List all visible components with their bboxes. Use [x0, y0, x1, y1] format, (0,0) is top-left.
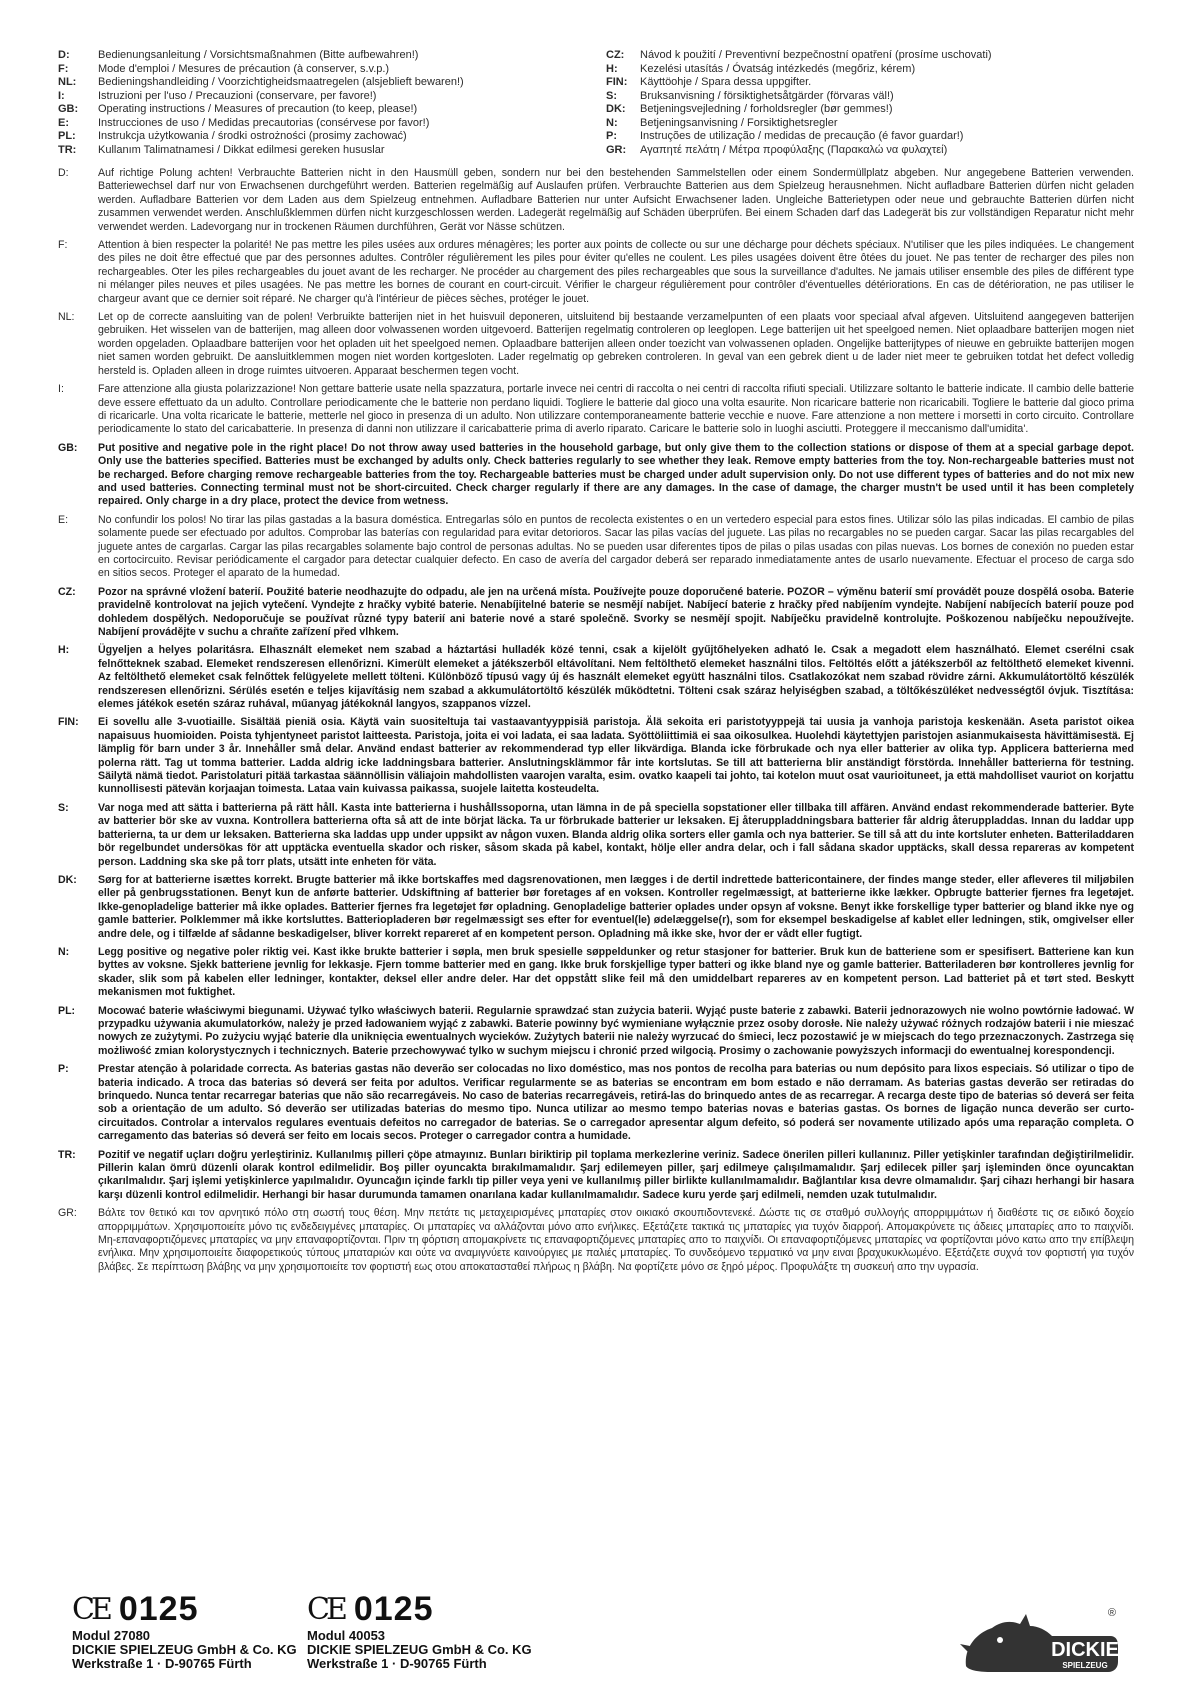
- model-number: Modul 40053: [307, 1628, 386, 1643]
- language-section: [58, 874, 1134, 941]
- language-section: [58, 946, 1134, 1000]
- footer: [72, 1590, 1132, 1685]
- language-code: P:: [58, 1063, 69, 1076]
- language-section: [58, 1063, 1134, 1143]
- language-code: CZ:: [58, 585, 76, 598]
- header-line: D: Bedienungsanleitung / Vorsichtsmaßnahmen (Bitte aufbewahren!): [58, 49, 419, 61]
- header-line: P: Instruções de utilização / medidas de precaução (é favor guardar!): [606, 130, 964, 142]
- model-number: Modul 27080: [72, 1628, 151, 1643]
- language-section: [58, 716, 1134, 796]
- language-code: F:: [58, 239, 68, 252]
- safety-text: Prestar atenção à polaridade correcta. As baterias gastas não deverão ser colocadas no lixo doméstico, mas nos pontos de recolha para baterias ou num depósito para lixos especiais. Só utilizar o tipo de bateria indicado. A troca das baterias só deverá ser feita por adultos. Verificar regularmente se as baterias se encontram em bom estado e não derramam. As baterias gastas deverão ser retiradas do brinquedo. Nunca tentar recarregar baterias que não são recarregáveis. No caso de baterias recarregáveis, retirá-las do brinquedo antes de as recarregar. A recarga deste tipo de baterias só deverá ser feita sob a orientação de um adulto. Só deverão ser utilizadas baterias do mesmo tipo. Nunca utilizar ao mesmo tempo baterias novas e baterias gastas. Os bornes de ligação nunca deverão ser curto-circuitados. Controlar a intervalos regulares eventuais defeitos no carregador de baterias. Se o carregador apresentar algum defeito, só poderá ser novamente utilizado após uma reparação completa. O carregamento das baterias só deverá ser feito em locais secos. Proteger o carregador contra a humidade.: [98, 1063, 1134, 1143]
- language-section: [58, 586, 1134, 640]
- header-left-column: [58, 49, 586, 157]
- language-code: DK:: [58, 873, 77, 886]
- language-section: [58, 311, 1134, 378]
- language-code: N:: [58, 945, 70, 958]
- language-header: [58, 49, 1134, 157]
- company-address: Werkstraße 1 · D-90765 Fürth: [72, 1656, 252, 1671]
- language-code: S:: [58, 801, 69, 814]
- header-line: S: Bruksanvisning / försiktighetsåtgärder (förvaras väl!): [606, 89, 894, 102]
- safety-text: Ei sovellu alle 3-vuotiaille. Sisältää pieniä osia. Käytä vain suositeltuja tai vastaavantyyppisiä paristoja. Älä sekoita eri paristotyyppejä tai uusia ja vanhoja paristoja keskenään. Aseta paristot oikea napaisuus huomioiden. Poista tyhjentyneet paristot laitteesta. Paristoja, joita ei voi ladata, ei saa ladata. Syöttöliittimiä ei saa oikosulkea. Huolehdi käytettyjen paristojen asianmukaisesta hävittämisestä. Ej lämplig för barn under 3 år. Innehåller små delar. Använd endast batterier av rekommenderad typ eller likvärdiga. Blanda icke förbrukade och nya eller batterier av olika typ. Applicera batterierna med polerna rätt. Tag ut tomma batterier. Ladda aldrig icke laddningsbara batterier. Anslutningsklämmor får inte kortslutas. Se till att batterierna blir anständigt förstörda. Innehåller batterierna för testning. Säilytä nämä tiedot. Paristolaturi pitää tarkastaa säännöllisin väliajoin mahdollisten vaarojen varalta, esim. ovatko kaapeli tai johto, tai kotelon muut osat vaurioituneet, ja että mahdolliset vauriot on korjattu kunnollisesti pätevän korjaajan toimesta. Lataa vain kuivassa paikassa, suojele laitetta kosteudelta.: [98, 716, 1134, 796]
- language-code: GB:: [58, 441, 78, 454]
- header-line: PL: Instrukcja użytkowania / środki ostrożności (prosimy zachować): [58, 130, 407, 142]
- safety-text: Sørg for at batterierne isættes korrekt. Brugte batterier må ikke bortskaffes med dagsrenovationen, men lægges i de dertil indrettede battericontainere, der findes mange steder, eller afleveres til miljøbilen eller på genbrugsstationen. Benyt kun de anførte batterier. Udskiftning af batterier bør foretages af en voksen. Kontroller regelmæssigt, at batterierne ikke lækker. Opbrugte batterier fjernes fra legetøjet. Ikke-genopladelige batterier må ikke oplades. Batterier fjernes fra legetøjet før opladning. Genopladelige batterier oplades under opsyn af voksne. Benyt ikke forskellige typer batterier og bland ikke nye og gamle batterier. Polklemmer må ikke kortsluttes. Batteriopladeren bør regelmæssigt ses efter for eventuel(le) ødelæggelse(r), som for eksempel beskadigelse af kablet eller ledningen, stik, omgivelser eller andre dele, og i tilfælde af sådanne beskadigelser, bliver korrekt repareret af en kompetent person. Opladning må ikke ske, hvor der er vådt eller fugtigt.: [98, 873, 1134, 940]
- language-section: [58, 802, 1134, 869]
- language-section: [58, 1207, 1134, 1274]
- registered-mark: ®: [1107, 1607, 1116, 1619]
- safety-sections: [58, 167, 1134, 1274]
- safety-text: Βάλτε τον θετικό και τον αρνητικό πόλο στη σωστή τους θέση. Μην πετάτε τις μεταχειρισμένες μπαταρίες στον οικιακό σκουπιδοντενεκέ. Δώστε τις σε σταθμό συλλογής απορριμμάτων ή διαθέστε τις σε ειδικό δοχείο απορριμμάτων. Χρησιμοποιείτε μόνο τις ενδεδειγμένες μπαταρίες. Οι μπαταρίες να αλλάζονται μόνο απο ενήλικες. Εξετάζετε τακτικά τις μπαταρίες για τυχόν διαρροή. Απομακρύνετε τις άδειες μπαταρίες απο το παιχνίδι. Μη-επαναφορτιζόμενες μπαταρίες να μην επαναφορτίζονται. Πριν τη φόρτιση απομακρίνετε τις επαναφορτιζόμενες μπαταρίες απο το παιχνίδι. Οι επαναφορτιζόμενες μπαταρίες να φορτίζονται μόνο κατω απο την επίβλεψη ενήλικα. Μην χρησιμοποιείτε διαφορετικούς τύπους μπαταριών και ούτε να αναμιγνύετε καινούργιες με παλιές μπαταρίες. Το συνδεόμενο τερματικό να μην ειναι βραχυκυκλωμένο. Εξετάζετε συχνά τον φορτιστή για τυχόν βλάβες. Σε περίπτωση βλάβης να μην χρησιμοποιείτε τον φορτιστή εως οτου αποκατασταθεί πλήρως η βλάβη. Να φορτίζετε μόνο σε ξηρό μέρος. Προφυλάξτε τη συσκευή απο την υγρασία.: [98, 1207, 1134, 1273]
- safety-text: Ügyeljen a helyes polaritásra. Elhasznált elemeket nem szabad a háztartási hulladék közé tenni, csak a kijelölt gyűjtőhelyeken adható le. Csak a megadott elem használható. Elemet cserélni csak felnőtteknek szabad. Elemeket rendszeresen ellenőrizni. Kimerült elemeket a játékszerből eltávolítani. Nem feltölthető elemeket használni tilos. Feltöltés előtt a játékszerből az feltölthető elemeket kivenni. Az feltölthető elemeket csak felnőttek felügyelete mellett tölteni. Különböző típusú vagy új és használt elemeket együtt használni tilos. Csatlakozókat nem szabad rövidre zárni. Akkumulátortöltő készülék rendszeresen ellenőrizni. Sérülés esetén e teljes kijavításig nem szabad a akkumulátortöltő készülék működtetni. Tölteni csak száraz helyiségben szabad, a töltőkészüléket nedvességtől óvjuk. Tisztítása: elemes játékok esetén száraz ruhával, műanyag játékoknál langyos, szappanos vízzel.: [98, 644, 1134, 711]
- logo-subtitle: SPIELZEUG: [1062, 1661, 1108, 1670]
- safety-text: Let op de correcte aansluiting van de polen! Verbruikte batterijen niet in het huisvuil deponeren, uitsluitend bij bestaande verzamelpunten of een plaats voor speciaal afval afgeven. Uitsluitend aangegeven batterijen gebruiken. Het wisselen van de batterijen, mag alleen door volwassenen worden uitgevoerd. Batterijen regelmatig controleren op leeglopen. Lege batterijen uit het speelgoed nemen. Niet oplaadbare batterijen mogen niet worden opgeladen. Oplaadbare batterijen voor het opladen uit het speelgoed nemen. Oplaadbare batterijen alleen onder toezicht van volwassenen opladen. Ongelijke batterijtypes of nieuwe en gebruikte batterijen mogen niet samen worden gebruikt. De aansluitklemmen mogen niet worden kortgesloten. Lader regelmatig op gebreken controleren. In geval van een gebrek dient u de lader niet meer te gebruiken totdat het defect volledig hersteld is. Opladen alleen in droge ruimtes uitvoeren. Apparaat beschermen tegen vocht.: [98, 311, 1134, 377]
- language-section: [58, 644, 1134, 711]
- language-code: TR:: [58, 1148, 76, 1161]
- safety-text: Auf richtige Polung achten! Verbrauchte Batterien nicht in den Hausmüll geben, sondern nur bei den bestehenden Sammelstellen oder einem Sondermüllplatz abgeben. Nur angegebene Batterien verwenden. Batteriewechsel darf nur von Erwachsenen durchgeführt werden. Batterien regelmäßig auf Auslaufen prüfen. Verbrauchte Batterien aus dem Spielzeug herausnehmen. Nicht aufladbare Batterien dürfen nicht geladen werden. Aufladbare Batterien vor dem Laden aus dem Spielzeug entnehmen. Aufladbare Batterien nur unter Aufsicht Erwachsener laden. Ungleiche Batterietypen oder neue und gebrauchte Batterien dürfen nicht zusammen verwendet werden. Anschlußklemmen dürfen nicht kurzgeschlossen werden. Ladegerät regelmäßig auf Schäden überprüfen. Bei einem Schaden darf das Ladegerät bis zur vollständigen Reparatur nicht mehr verwendet werden. Ladevorgang nur in trockenen Räumen durchführen, Gerät vor Nässe schützen.: [98, 167, 1134, 233]
- header-line: NL: Bedieningshandleiding / Voorzichtigheidsmaatregelen (alsjeblieft bewaren!): [58, 76, 464, 88]
- header-line: GR: Αγαπητέ πελάτη / Μέτρα προφύλαξης (Παρακαλώ να φυλαχτεί): [606, 143, 948, 156]
- language-section: [58, 1149, 1134, 1203]
- language-code: D:: [58, 167, 69, 179]
- header-line: H: Kezelési utasítás / Óvatság intézkedés (megőriz, kérem): [606, 62, 916, 75]
- notified-body-number: 0125: [118, 1590, 199, 1628]
- header-line: F: Mode d'emploi / Mesures de précaution (à conserver, s.v.p.): [58, 62, 390, 75]
- header-line: TR: Kullanım Talimatnamesi / Dikkat edilmesi gereken hususlar: [58, 143, 385, 156]
- ce-badge: [72, 1590, 322, 1671]
- safety-text: Pozitif ve negatif uçları doğru yerleştiriniz. Kullanılmış pilleri çöpe atmayınız. Bunları biriktirip pil toplama merkezlerine veriniz. Sadece önerilen pilleri kullanınız. Piller yetişkinler tarafından değiştirilmelidir. Pillerin kalan ömrü düzenli olarak kontrol edilmelidir. Boş piller oyuncakta bırakılmamalıdır. Şarj edilemeyen piller, şarj edilmeye çalışılmamalıdır. Şarj edilecek piller şarj işleminden önce oyuncaktan çıkarılmalıdır. Şarj işlemi yetişkinlerce yapılmalıdır. Oyuncağın içinde farklı tip piller veya yeni ve kullanılmış piller birlikte kullanılmamalıdır. Bağlantılar kısa devre olmamalıdır. Şarj cihazı herhangi bir hasara karşı düzenli kontrol edilmelidir. Herhangi bir hasar durumunda tamamen onarılana kadar kullanılmamalıdır. Sadece kuru yerde şarj edilmeli, nemden uzak tutulmalıdır.: [98, 1148, 1134, 1201]
- header-line: CZ: Návod k použití / Preventivní bezpečnostní opatření (prosíme uschovati): [606, 49, 992, 61]
- header-line: DK: Betjeningsvejledning / forholdsregler (bør gemmes!): [606, 103, 893, 115]
- ce-badge: [307, 1590, 557, 1671]
- header-line: N: Betjeningsanvisning / Forsiktighetsregler: [606, 116, 838, 129]
- language-section: [58, 1005, 1134, 1059]
- instruction-sheet: [58, 49, 1134, 1279]
- language-section: [58, 514, 1134, 581]
- company-address: Werkstraße 1 · D-90765 Fürth: [307, 1656, 487, 1671]
- ce-mark: CE: [307, 1592, 344, 1627]
- language-section: [58, 442, 1134, 509]
- language-code: FIN:: [58, 716, 79, 729]
- logo-name: DICKIE: [1051, 1639, 1119, 1661]
- language-code: I:: [58, 383, 64, 396]
- language-code: GR:: [58, 1207, 77, 1220]
- safety-text: Mocować baterie właściwymi biegunami. Używać tylko właściwych baterii. Regularnie sprawdzać stan zużycia baterii. Wyjąć puste baterie z zabawki. Baterii jednorazowych nie wolno powtórnie ładować. W przypadku używania akumulatorków, należy je przed ładowaniem wyjąć z zabawki. Baterie powinny być wymieniane wyłącznie przez osoby dorosłe. Nie należy używać różnych rodzajów baterii i nie mieszać nowych ze zużytymi. Po zużyciu wyjąć baterie dla uniknięcia ewentualnych wycieków. Zużytych baterii nie należy wyrzucać do śmieci, lecz pozostawić je w miejscach do tego przeznaczonych. Zastrzega się możliwość zmian kolorystycznych i technicznych. Baterie przechowywać tylko w suchym miejscu i chronić przed wilgocią. Prosimy o zachowanie powyższych informacji do ewentualnej korespondencji.: [98, 1004, 1134, 1057]
- header-line: E: Instrucciones de uso / Medidas precautorias (consérvese por favor!): [58, 116, 430, 129]
- header-right-column: [606, 49, 1134, 157]
- language-section: [58, 383, 1134, 437]
- language-code: H:: [58, 644, 70, 657]
- ce-mark: CE: [72, 1592, 109, 1627]
- header-line: GB: Operating instructions / Measures of precaution (to keep, please!): [58, 103, 418, 115]
- safety-text: No confundir los polos! No tirar las pilas gastadas a la basura doméstica. Entregarlas sólo en puntos de recolecta existentes o en un vertedero especial para estos fines. Utilizar sólo las pilas indicadas. El cambio de pilas solamente puede ser efectuado por adultos. Comprobar las baterías con regularidad para evitar detorioros. Sacar las pilas vacías del juguete. Las pilas no recargables no se pueden cargar. Sacar las pilas recargables del juguete antes de cargarlas. Cargar las pilas recargables solamente bajo control de personas adultas. No se pueden usar diferentes tipos de pilas o pilas usadas con pilas nuevas. Los bornes de conexión no pueden estar en cortocircuito. Revisar periódicamente el cargador para detectar cualquier defecto. En caso de avería del cargador deberá ser reparado inmediatamente antes de usarlo nuevamente. Efectuar el proceso de carga sdo en sitios secos. Proteger el aparato de la humedad.: [98, 513, 1134, 580]
- dickie-logo: [960, 1600, 1120, 1680]
- notified-body-number: 0125: [353, 1590, 434, 1628]
- language-code: E:: [58, 513, 69, 526]
- safety-text: Var noga med att sätta i batterierna på rätt håll. Kasta inte batterierna i hushållssoporna, utan lämna in de på speciella sopstationer eller tillbaka till affären. Använd endast rekommenderade batterier. Byte av batterier bör ske av vuxna. Kontrollera batterierna ofta så att de inte börjat läcka. Ta ur förbrukade batterier ur leksaken. Ej återuppladdningsbara batterier får aldrig återuppladdas. Innan du laddar upp batterierna, ta ur dem ur leksaken. Batterierna ska laddas upp under uppsikt av någon vuxen. Blanda aldrig olika sorters eller gamla och nya batterier. Se till så att du inte kortsluter enheten. Batteriladdaren bör regelbundet undersökas för att upptäcka eventuella skador och risker, såsom skada på kabel, kontakt, hölje eller andra delar, och i fall sådana skador upptäcks, skall dessa repareras av kompetent person. Laddning ska ske på torr plats, utsätt inte enheten för väta.: [98, 801, 1134, 868]
- language-code: PL:: [58, 1004, 76, 1017]
- language-section: [58, 239, 1134, 306]
- header-line: I: Istruzioni per l'uso / Precauzioni (conservare, per favore!): [58, 89, 377, 102]
- safety-text: Legg positive og negative poler riktig vei. Kast ikke brukte batterier i søpla, men bruk spesielle søppeldunker og retur stasjoner for batterier. Bruk kun de batteriene som er spesifisert. Batteriene kan kun byttes av voksne. Sjekk batteriene jevnlig for lekkasje. Fjern tomme batterier med en gang. Ikke bruk forskjellige typer batteri og ikke bland nye og gamle batterier. Batteriladeren bør kontrolleres jevnlig for skader, slik som på kabelen eller ledninger, kontakter, deksel eller andre deler. Har det oppstått slike feil må den umiddelbart repareres av en kompetent person. Lad batteriet på et tørt sted. Beskytt mekanismen mot fuktighet.: [98, 945, 1134, 999]
- safety-text: Put positive and negative pole in the right place! Do not throw away used batteries in the household garbage, but only give them to the collection stations or dispose of them at a special garbage depot. Only use the batteries specified. Batteries must be exchanged by adults only. Check batteries regularly to see whether they leak. Remove empty batteries from the toy. Non-rechargeable batteries must not be recharged. Before charging remove rechargeable batteries from the toy. Rechargeable batteries must be charged under adult supervision only. Do not use different types of batteries and do not mix new and used batteries. Connecting terminal must not be short-circuited. Check charger regularly if there are any damages. In the case of damage, the charger mustn't be used until it has been completely repaired. Only charge in a dry place, protect the device from wetness.: [98, 441, 1134, 508]
- language-section: [58, 167, 1134, 234]
- company-name: DICKIE SPIELZEUG GmbH & Co. KG: [307, 1642, 532, 1657]
- safety-text: Pozor na správné vložení baterií. Použité baterie neodhazujte do odpadu, ale jen na určená místa. Používejte pouze doporučené baterie. POZOR – výměnu baterií smí provádět pouze dospělá osoba. Baterie pravidelně kontrolovat na jejich vytečení. Vyndejte z hračky vybité baterie. Nenabíjitelné baterie se nesmějí nabíjet. Nabíjecí baterie z hračky před nabíjením vyndejte. Nabíjení nabíjecích baterií pouze pod dohledem dospělých. Nedoporučuje se používat různé typy baterií ani baterie nové a staré společně. Svorky se nesmějí spojit. Nabíječku pravidelně kontrolujte. Poškozenou nabíječku nepoužívejte. Nabíjení provádějte v suchu a chraňte zařízení před vlhkem.: [98, 585, 1134, 638]
- safety-text: Attention à bien respecter la polarité! Ne pas mettre les piles usées aux ordures ménagères; les porter aux points de collecte ou sur une décharge pour déchets spéciaux. N'utiliser que les piles indiquées. Le changement des piles ne doit être effectué que par des personnes adultes. Contrôler régulièrement les piles pour éviter qu'elles ne coulent. Les piles usagées doivent être ôtées du jouet. Ne pas tenter de recharger des piles non rechargeables. Oter les piles rechargeables du jouet avant de les recharger. Ne procéder au chargement des piles rechargeables que sous la surveillance d'adultes. Ne jamais utiliser ensemble des piles de différent type ni mélanger piles neuves et piles usagées. Ne pas mettre les bornes de courant en court-circuit. Vérifier le chargeur régulièrement pour contrôler d'éventuelles détériorations. En cas de détérioration, ne pas utiliser le chargeur avant que ce dernier soit réparé. Ne charger qu'à l'intérieur de pièces sèches, protéger le jouet.: [98, 239, 1134, 305]
- safety-text: Fare attenzione alla giusta polarizzazione! Non gettare batterie usate nella spazzatura, portarle invece nei centri di raccolta o nei centri di raccolta rifiuti speciali. Utilizzare soltanto le batterie indicate. Il cambio delle batterie deve essere effettuato da un adulto. Controllare periodicamente che le batterie non perdano liquidi. Togliere le batterie dal gioco una volta esaurite. Non ricaricare batterie non ricaricabili. Togliere le batterie dal gioco prima di ricaricarle. Una volta ricaricate le batterie, metterle nel gioco in presenza di un adulto. Non utilizzare contemporaneamente batterie vecchie e nuove. Fare attenzione a non mettere i morsetti in corto circuito. Controllare periodicamente lo stato del caricabatterie. In presenza di danni non utilizzare il caricabatterie prima di averlo riparato. Caricare le batterie solo in luoghi asciutti. Proteggere il meccanismo dall'umidita'.: [98, 383, 1134, 436]
- header-line: FIN: Käyttöohje / Spara dessa uppgifter.: [606, 76, 812, 88]
- language-code: NL:: [58, 311, 75, 324]
- company-name: DICKIE SPIELZEUG GmbH & Co. KG: [72, 1642, 297, 1657]
